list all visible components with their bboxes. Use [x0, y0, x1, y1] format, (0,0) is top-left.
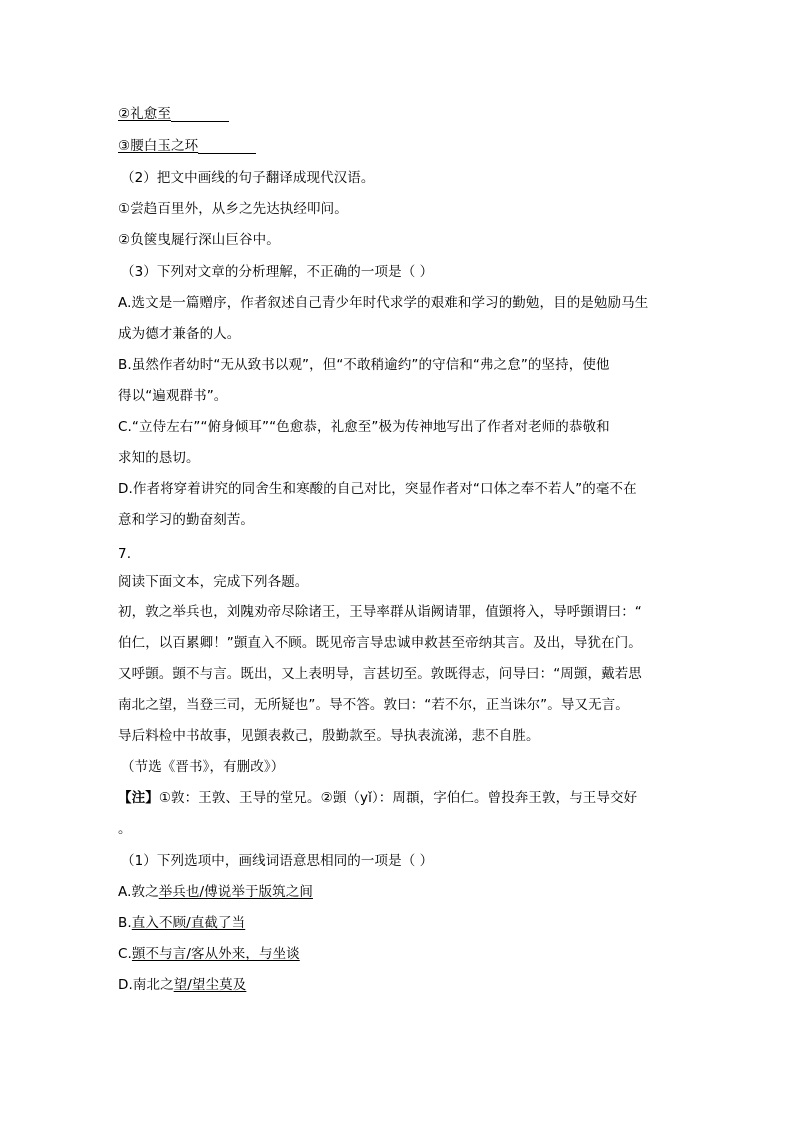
option-c-underlined: 顗不与言/客从外来，与坐谈 — [131, 946, 300, 962]
option-d-underlined: 望/望尘莫及 — [173, 977, 247, 993]
option-a-prefix: A.敦之 — [118, 884, 159, 900]
analysis-stem: （3）下列对文章的分析理解，不正确的一项是（ ） — [121, 264, 434, 280]
question-number: 7. — [118, 546, 132, 562]
analysis-option-c-line-2: 求知的恳切。 — [118, 450, 200, 466]
analysis-option-c-line-1: C.“立侍左右”“俯身倾耳”“色愈恭，礼愈至”极为传神地写出了作者对老师的恭敬和 — [118, 419, 610, 435]
translate-sentence-2: ②负箧曳屣行深山巨谷中。 — [118, 232, 280, 248]
option-b-underlined: 直入不顾/直截了当 — [131, 915, 246, 931]
word-item-3-text: ③腰白玉之环 — [118, 138, 199, 154]
analysis-option-d-line-2: 意和学习的勤奋刻苦。 — [118, 512, 254, 528]
passage-source: （节选《晋书》，有删改》） — [121, 759, 285, 775]
analysis-option-d-line-1: D.作者将穿着讲究的同舍生和寒酸的自己对比，突显作者对“口体之奉不若人”的毫不在 — [118, 481, 637, 497]
vocab-option-b — [118, 915, 678, 931]
word-item-2-text: ②礼愈至 — [118, 106, 172, 122]
passage-line-4: 南北之望，当登三司，无所疑也”。导不答。敦曰：“若不尔，正当诛尔”。导又无言。 — [118, 697, 629, 713]
option-a-underlined: 举兵也/傅说举于版筑之间 — [158, 884, 313, 900]
analysis-option-b-line-2: 得以“遍观群书”。 — [118, 388, 228, 404]
note-tag: 【注】 — [118, 790, 159, 806]
vocab-option-a — [118, 884, 678, 900]
note-line-2: 。 — [118, 821, 132, 837]
note-line-1 — [118, 790, 678, 806]
passage-line-1: 初，敦之举兵也，刘隗劝帝尽除诸王，王导率群从诣阙请罪，值顗将入，导呼顗谓曰：“ — [118, 604, 642, 620]
passage-line-2: 伯仁，以百累卿！”顗直入不顾。既见帝言导忠诚申救甚至帝纳其言。及出，导犹在门。 — [118, 635, 642, 651]
analysis-option-a-line-2: 成为德才兼备的人。 — [118, 326, 241, 342]
word-item-2 — [118, 106, 678, 122]
answer-blank[interactable] — [198, 139, 256, 154]
answer-blank[interactable] — [171, 107, 229, 122]
vocab-option-c — [118, 946, 678, 962]
vocab-question-stem: （1）下列选项中，画线词语意思相同的一项是（ ） — [121, 853, 434, 869]
note-text: ①敦：王敦、王导的堂兄。②顗（yǐ）：周頵，字伯仁。曾投奔王敦，与王导交好 — [158, 790, 638, 806]
word-item-3 — [118, 138, 678, 154]
analysis-option-b-line-1: B.虽然作者幼时“无从致书以观”，但“不敢稍逾约”的守信和“弗之怠”的坚持，使他 — [118, 357, 610, 373]
translate-stem: （2）把文中画线的句子翻译成现代汉语。 — [121, 170, 375, 186]
option-c-prefix: C. — [118, 946, 132, 962]
translate-sentence-1: ①尝趋百里外，从乡之先达执经叩问。 — [118, 201, 348, 217]
analysis-option-a-line-1: A.选文是一篇赠序，作者叙述自己青少年时代求学的艰难和学习的勤勉，目的是勉励马生 — [118, 295, 649, 311]
passage-line-5: 导后料检中书故事，见顗表救己，殷勤款至。导执表流涕，悲不自胜。 — [118, 728, 540, 744]
passage-line-3: 又呼顗。顗不与言。既出，又上表明导，言甚切至。敦既得志，问导曰：“周顗，戴若思 — [118, 666, 642, 682]
vocab-option-d — [118, 977, 678, 993]
reading-instruction: 阅读下面文本，完成下列各题。 — [118, 574, 309, 590]
option-b-prefix: B. — [118, 915, 132, 931]
option-d-prefix: D.南北之 — [118, 977, 174, 993]
